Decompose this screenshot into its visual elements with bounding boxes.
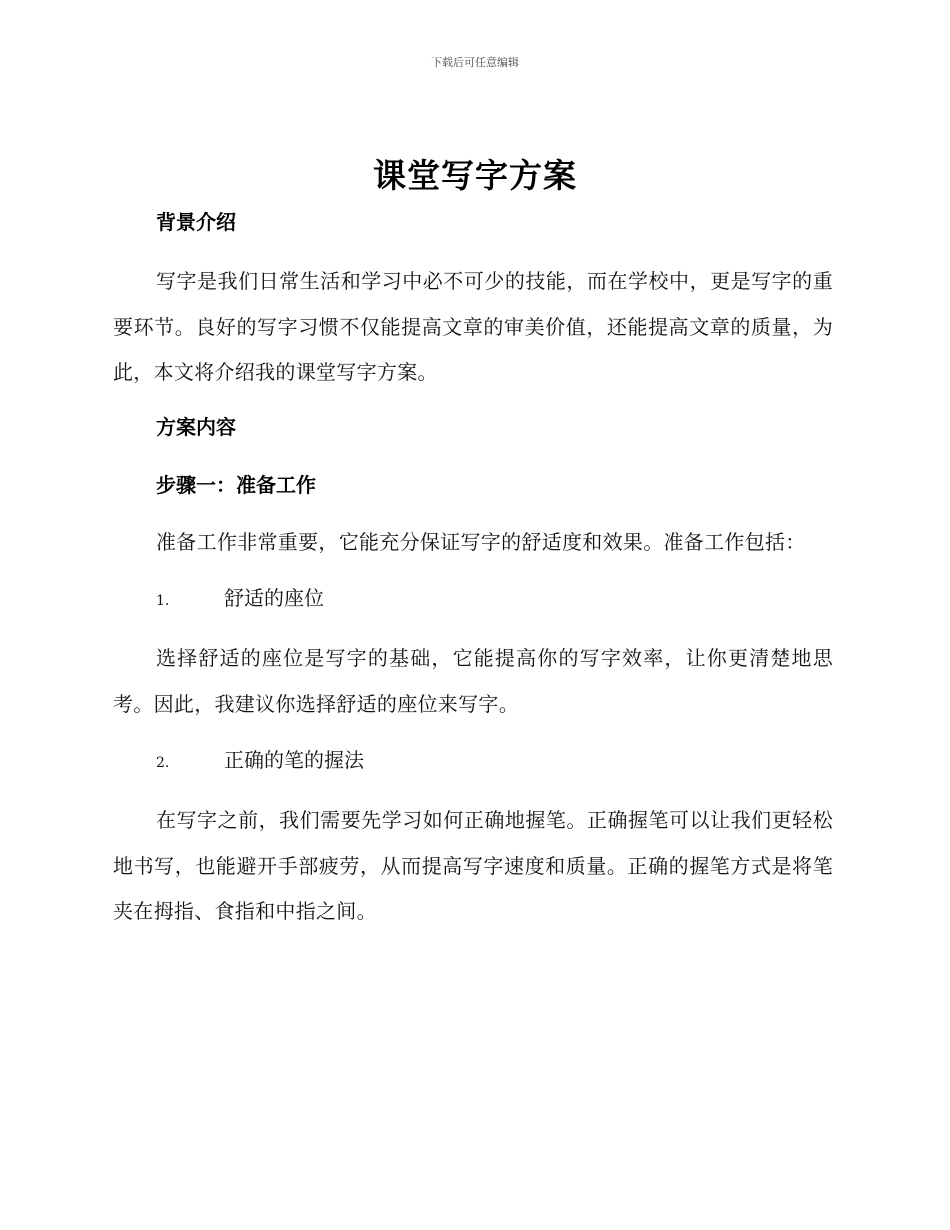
document-title: 课堂写字方案 <box>373 156 577 195</box>
paragraph-pen-grip: 在写字之前，我们需要先学习如何正确地握笔。正确握笔可以让我们更轻松地书写，也能避开手部疲劳，从而提高写字速度和质量。正确的握笔方式是将笔夹在拇指、食指和中指之间。 <box>113 808 833 923</box>
paragraph-comfortable-seat: 选择舒适的座位是写字的基础，它能提高你的写字效率，让你更清楚地思考。因此，我建议你选择舒适的座位来写字。 <box>113 646 833 716</box>
paragraph-step1: 准备工作非常重要，它能充分保证写字的舒适度和效果。准备工作包括： <box>156 529 806 554</box>
document-body <box>113 205 833 935</box>
list-item-pen-grip <box>113 743 833 780</box>
paragraph-background: 写字是我们日常生活和学习中必不可少的技能，而在学校中，更是写字的重要环节。良好的写字习惯不仅能提高文章的审美价值，还能提高文章的质量，为此，本文将介绍我的课堂写字方案。 <box>113 269 833 384</box>
section-heading-step1: 步骤一：准备工作 <box>156 472 316 497</box>
header-note: 下载后可任意编辑 <box>431 56 519 69</box>
list-item-label: 舒适的座位 <box>224 586 324 610</box>
section-heading-background: 背景介绍 <box>156 210 236 234</box>
list-number: 2. <box>156 755 170 771</box>
list-item-label: 正确的笔的握法 <box>224 748 364 772</box>
list-number: 1. <box>156 593 170 609</box>
section-heading-plan: 方案内容 <box>156 414 236 439</box>
list-item-comfortable-seat <box>113 581 833 618</box>
